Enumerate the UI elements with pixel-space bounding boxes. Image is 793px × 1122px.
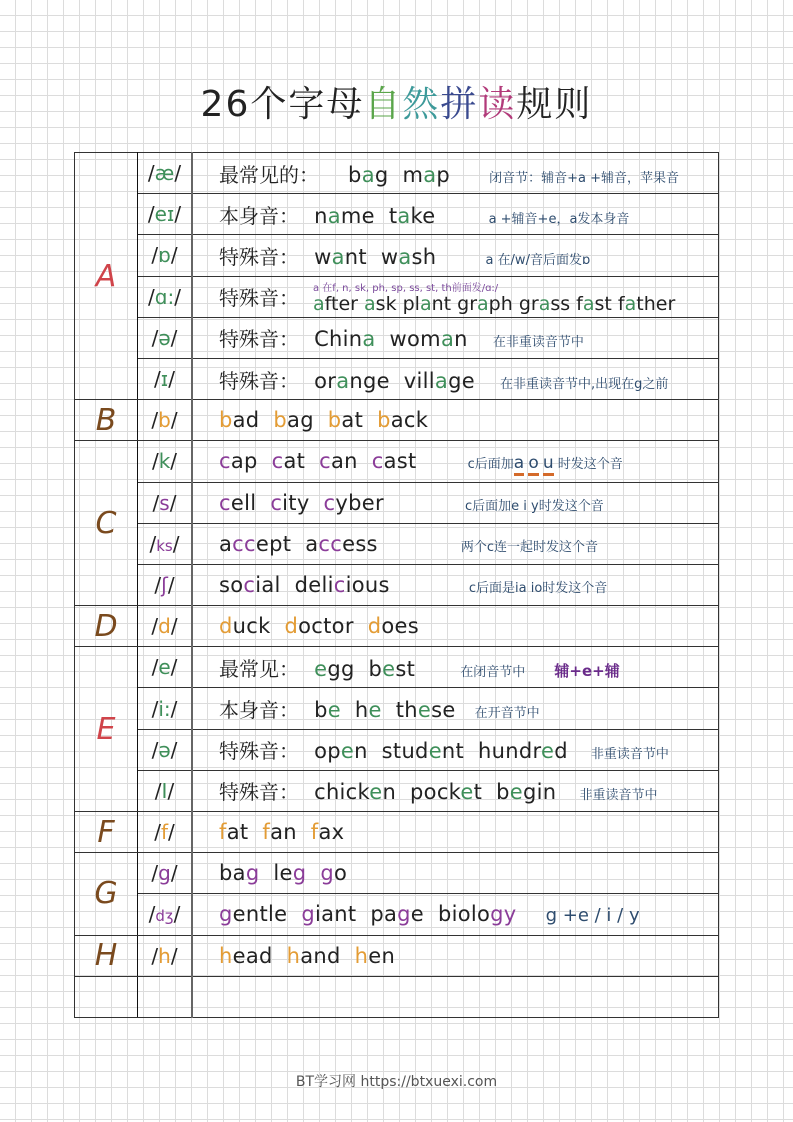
ipa-cell: /ɪ/ bbox=[138, 358, 193, 399]
table-row bbox=[75, 729, 719, 770]
ipa-cell: /æ/ bbox=[138, 153, 193, 194]
rule-note: g +e / i / y bbox=[545, 905, 640, 927]
letter-cell: H bbox=[75, 935, 138, 976]
example-words: accept access bbox=[219, 531, 378, 556]
content-cell bbox=[192, 688, 719, 729]
ipa-cell: /I/ bbox=[138, 770, 193, 811]
content-cell bbox=[192, 276, 719, 317]
letter-cell: C bbox=[75, 441, 138, 606]
sound-label: 特殊音： bbox=[219, 368, 299, 393]
letter-cell: G bbox=[75, 853, 138, 935]
rule-note: 在开音节中 bbox=[474, 706, 540, 722]
example-words: fat fan fax bbox=[219, 820, 345, 845]
page-title bbox=[0, 76, 793, 127]
table-row bbox=[75, 812, 719, 853]
ipa-cell: /g/ bbox=[138, 853, 193, 894]
table-row bbox=[75, 935, 719, 976]
table-row bbox=[75, 564, 719, 605]
example-words: egg best bbox=[314, 656, 416, 681]
content-cell bbox=[192, 441, 719, 482]
rule-note: 非重读音节中 bbox=[579, 788, 658, 804]
ipa-cell: /dʒ/ bbox=[138, 894, 193, 935]
example-words: bag leg go bbox=[219, 861, 348, 886]
example-words: social delicious bbox=[219, 572, 390, 597]
content-cell bbox=[192, 812, 719, 853]
rule-note: 非重读音节中 bbox=[590, 747, 669, 763]
table-row bbox=[75, 235, 719, 276]
example-words: name take bbox=[314, 203, 436, 228]
table-row bbox=[75, 358, 719, 399]
table-row bbox=[75, 606, 719, 647]
ipa-cell: /s/ bbox=[138, 482, 193, 523]
content-cell bbox=[192, 894, 719, 935]
table-row bbox=[75, 276, 719, 317]
content-cell bbox=[192, 729, 719, 770]
rule-note: c后面是ia io时发这个音 bbox=[468, 580, 608, 596]
example-words: bag map bbox=[334, 162, 451, 187]
table-row bbox=[75, 317, 719, 358]
example-words: gentle giant page biology bbox=[219, 902, 517, 927]
ipa-cell: /ʃ/ bbox=[138, 564, 193, 605]
table-row bbox=[75, 523, 719, 564]
rule-note: 两个c连一起时发这个音 bbox=[460, 539, 599, 555]
rule-note: c后面加a o u 时发这个音 bbox=[468, 457, 623, 472]
sound-label: 特殊音： bbox=[219, 327, 299, 352]
example-words: cap cat can cast bbox=[219, 449, 417, 474]
example-words: cell city cyber bbox=[219, 490, 384, 515]
rule-note: a +辅音+e，a发本身音 bbox=[488, 211, 630, 227]
sound-label: 本身音： bbox=[219, 203, 299, 228]
footer-source: BT学习网 https://btxuexi.com bbox=[295, 1074, 498, 1090]
content-cell bbox=[192, 194, 719, 235]
content-cell bbox=[192, 482, 719, 523]
title-part: 自 bbox=[364, 84, 403, 125]
rule-pattern: 辅+e+辅 bbox=[554, 661, 620, 680]
phonics-rules-table bbox=[74, 152, 719, 1018]
ipa-cell: /k/ bbox=[138, 441, 193, 482]
rule-note: 闭音节：辅音+a +辅音，苹果音 bbox=[489, 170, 679, 186]
example-words: bad bag bat back bbox=[219, 408, 429, 433]
table-row bbox=[75, 688, 719, 729]
table-row bbox=[75, 194, 719, 235]
letter-cell: A bbox=[75, 153, 138, 400]
ipa-cell: /ɑ:/ bbox=[138, 276, 193, 317]
sound-label: 本身音： bbox=[219, 698, 299, 723]
table-row bbox=[75, 482, 719, 523]
sound-label: 特殊音： bbox=[219, 286, 299, 311]
content-cell bbox=[192, 853, 719, 894]
table-row bbox=[75, 894, 719, 935]
ipa-cell: /ɒ/ bbox=[138, 235, 193, 276]
rule-note: c后面加e i y时发这个音 bbox=[465, 498, 604, 514]
sound-label: 特殊音： bbox=[219, 780, 299, 805]
table-row bbox=[75, 441, 719, 482]
rule-note: 在非重读音节中 bbox=[492, 335, 584, 351]
ipa-cell: /d/ bbox=[138, 606, 193, 647]
table-row bbox=[75, 153, 719, 194]
ipa-cell bbox=[138, 976, 193, 1017]
rule-note: 在闭音节中 bbox=[460, 664, 526, 680]
content-cell bbox=[192, 235, 719, 276]
letter-cell: E bbox=[75, 647, 138, 812]
example-words: duck doctor does bbox=[219, 614, 419, 639]
rule-note: a 在/w/音后面发ɒ bbox=[485, 252, 591, 268]
ipa-cell: /ə/ bbox=[138, 729, 193, 770]
letter-cell: D bbox=[75, 606, 138, 647]
title-part: 规则 bbox=[516, 84, 593, 125]
letter-cell: F bbox=[75, 812, 138, 853]
ipa-cell: /b/ bbox=[138, 400, 193, 441]
content-cell bbox=[192, 564, 719, 605]
table-row bbox=[75, 400, 719, 441]
title-part: 26个字母 bbox=[200, 84, 365, 125]
rule-note: a 在f, n, sk, ph, sp, ss, st, th前面发/ɑ:/ bbox=[313, 282, 499, 294]
table-row bbox=[75, 770, 719, 811]
content-cell bbox=[192, 647, 719, 688]
content-cell bbox=[192, 358, 719, 399]
example-words: after ask plant graph grass fast father bbox=[313, 292, 676, 315]
content-cell bbox=[192, 523, 719, 564]
ipa-cell: /ks/ bbox=[138, 523, 193, 564]
example-words: China woman bbox=[314, 327, 468, 352]
content-cell bbox=[192, 606, 719, 647]
rule-note: 在非重读音节中,出现在g之前 bbox=[500, 376, 669, 392]
content-cell bbox=[192, 153, 719, 194]
example-words: chicken pocket begin bbox=[314, 780, 557, 805]
content-cell bbox=[192, 935, 719, 976]
example-words: open student hundred bbox=[314, 739, 568, 764]
letter-cell: B bbox=[75, 400, 138, 441]
title-part: 然 bbox=[402, 84, 441, 125]
content-cell bbox=[192, 317, 719, 358]
ipa-cell: /i:/ bbox=[138, 688, 193, 729]
ipa-cell: /ə/ bbox=[138, 317, 193, 358]
sound-label: 最常见的： bbox=[219, 162, 319, 187]
title-part: 拼 bbox=[440, 84, 479, 125]
example-words: orange village bbox=[314, 368, 475, 393]
sound-label: 最常见： bbox=[219, 656, 299, 681]
table-row bbox=[75, 647, 719, 688]
ipa-cell: /h/ bbox=[138, 935, 193, 976]
ipa-cell: /f/ bbox=[138, 812, 193, 853]
sound-label: 特殊音： bbox=[219, 739, 299, 764]
content-cell bbox=[192, 400, 719, 441]
content-cell bbox=[192, 976, 719, 1017]
content-cell bbox=[192, 770, 719, 811]
example-words: head hand hen bbox=[219, 943, 396, 968]
example-words: be he these bbox=[314, 698, 456, 723]
table-row-empty bbox=[75, 976, 719, 1017]
example-words: want wash bbox=[314, 244, 437, 269]
title-part: 读 bbox=[478, 84, 517, 125]
sound-label: 特殊音： bbox=[219, 244, 299, 269]
ipa-cell: /e/ bbox=[138, 647, 193, 688]
table-row bbox=[75, 853, 719, 894]
ipa-cell: /eɪ/ bbox=[138, 194, 193, 235]
letter-cell bbox=[75, 976, 138, 1017]
